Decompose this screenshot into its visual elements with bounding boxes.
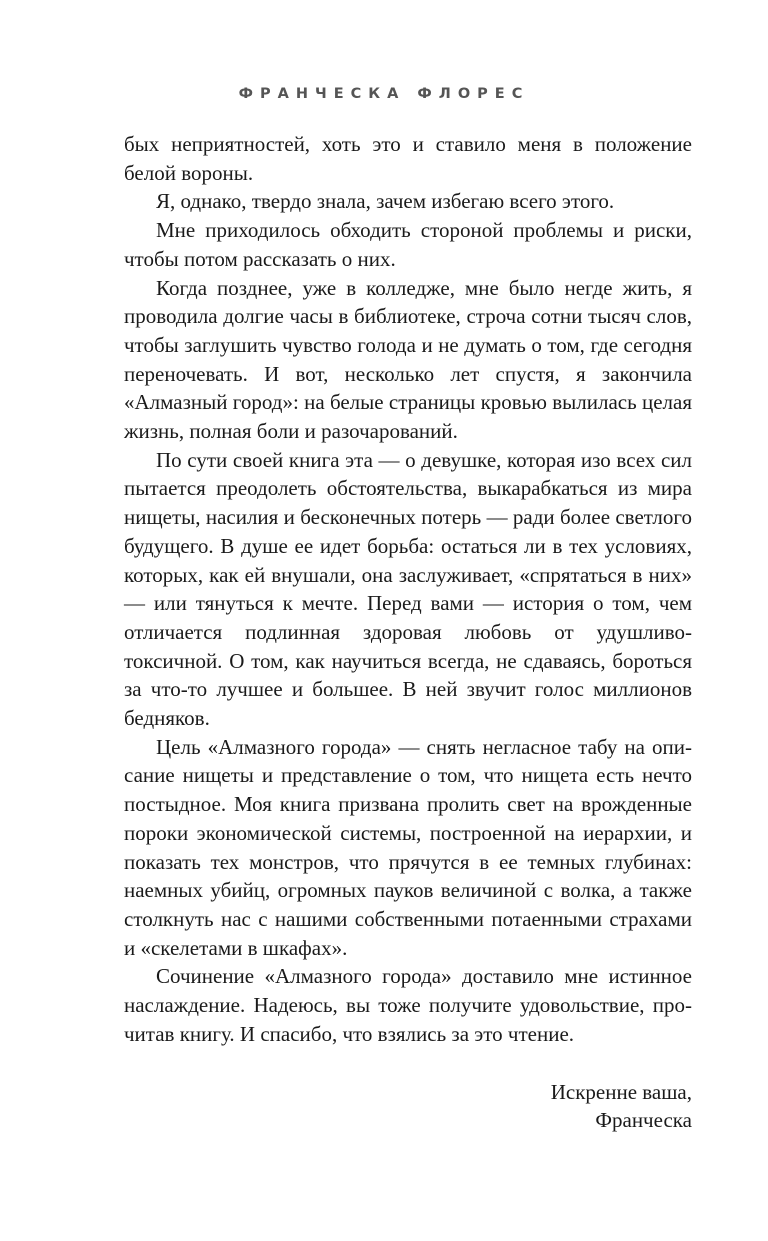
paragraph: Мне приходилось обходить стороной проблемы и риски, чтобы потом рассказать о них. <box>124 218 692 271</box>
paragraph: Цель «Алмазного города» — снять негласное табу на описание нищеты и представление о том, что нищета есть нечто постыдное. Моя книга призвана пролить свет на врожденные пороки экономической системы, построенной на иерархии, и показать тех монстров, что прячутся в ее темных глубинах: наемных убийц, огромных пауков величиной с волка, а также столкнуть нас с нашими собственными потаенными страхами и «скелетами в шкафах». <box>124 734 692 960</box>
paragraph: Я, однако, твердо знала, зачем избегаю всего этого. <box>156 189 615 214</box>
signature <box>124 1078 692 1135</box>
signature-closing: Искренне ваша, <box>550 1079 692 1104</box>
paragraph-continuation: бых неприятностей, хоть это и ставило меня в положение белой вороны. <box>124 132 692 185</box>
running-head: ФРАНЧЕСКА ФЛОРЕС <box>238 86 530 102</box>
paragraph: Сочинение «Алмазного города» доставило мне истинное наслаждение. Надеюсь, вы тоже получите удовольствие, прочитав книгу. И спасибо, что взялись за это чтение. <box>124 964 692 1046</box>
paragraph: Когда позднее, уже в колледже, мне было негде жить, я проводила долгие часы в библиотеке, строча сотни тысяч слов, чтобы заглушить чувство голода и не думать о том, где сегодня переночевать. И вот, несколько лет спустя, я закончила «Алмазный город»: на белые страницы кровью вылилась целая жизнь, полная боли и разочарований. <box>124 275 692 444</box>
body-text <box>124 130 692 1135</box>
signature-name: Франческа <box>595 1108 692 1133</box>
paragraph: По сути своей книга эта — о девушке, которая изо всех сил пытается преодолеть обстоятельства, выкарабкаться из мира нищеты, насилия и бесконечных потерь — ради более светлого будущего. В душе ее идет борьба: остаться ли в тех условиях, которых, как ей внушали, она заслуживает, «спрятаться в них» — или тянуться к мечте. Перед вами — история о том, чем отличается подлинная здоровая любовь от удушливо-токсичной. О том, как научиться всегда, не сдаваясь, бороться за что-то лучшее и большее. В ней звучит голос миллионов бедняков. <box>124 447 692 731</box>
